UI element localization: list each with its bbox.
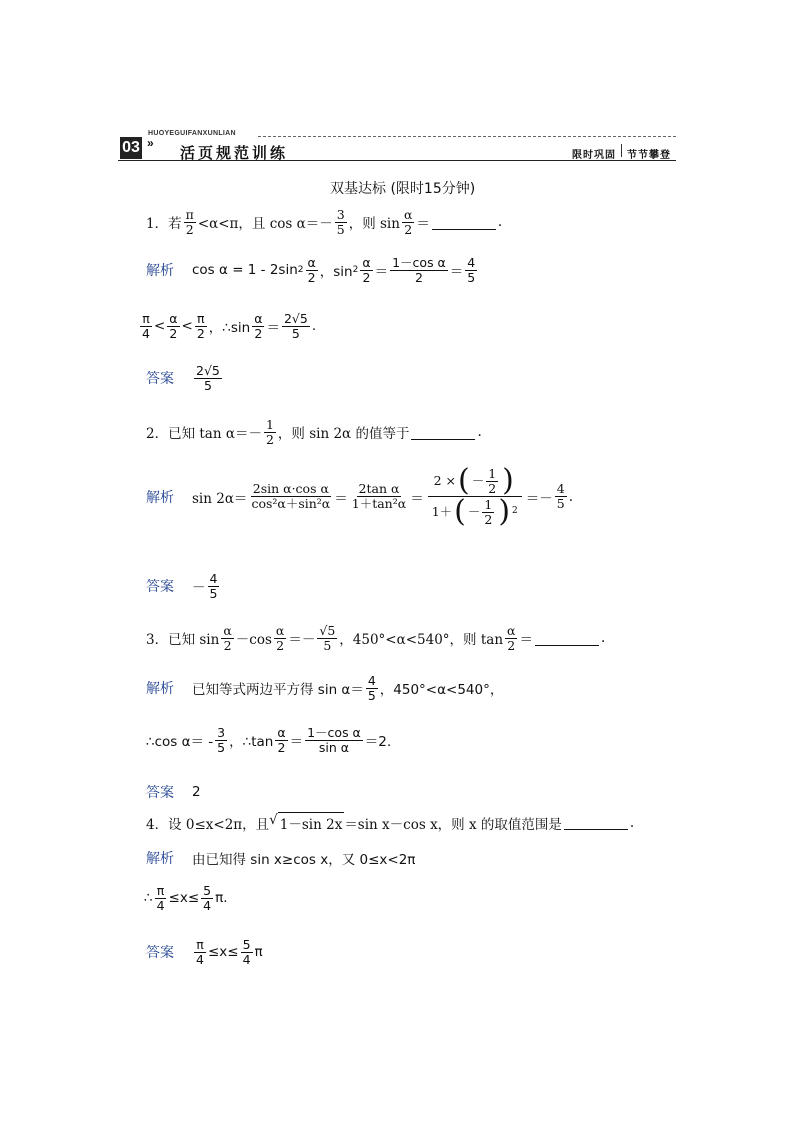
solution-3-line-1: 解析 已知等式两边平方得 sin α＝ $\frac{4}{5}$ ，450°<α<540°， [146, 673, 504, 703]
solution-label: 解析 [146, 263, 174, 280]
header-tag-a: 限时巩固 [572, 150, 616, 161]
answer-3: 答案 2 [146, 784, 201, 801]
solution-2: 解析 sin 2α＝ $\frac{\text{2sin α·cos α}}{\text{cos²α＋sin²α}}$ ＝ $\frac{\text{2tan α}}{\text{1＋tan²α}}$ ＝ 2 × ( － $\frac{1}{2}$ ) 1＋ ( － $\frac{1}{2}$ ) 2 ＝－ $\frac{4}{5}$ . [146, 463, 574, 529]
answer-4: 答案 $\frac{\pi}{4}$ ≤x≤ $\frac{5}{4}$ π [146, 937, 263, 967]
solution-label: 解析 [146, 851, 174, 867]
question-1: 1．若 $\frac{\pi}{2}$ <α<π，且 cos α＝－ $\frac{3}{5}$ ，则 sin $\frac{\alpha}{2}$ ＝ . [146, 207, 503, 237]
header-separator [621, 144, 622, 157]
question-4: 4．设 0≤x<2π，且 √ 1－sin 2x ＝sin x－cos x，则 x 的取值范围是 . [146, 812, 635, 833]
solution-4-line-2: ∴ $\frac{\pi}{4}$ ≤x≤ $\frac{5}{4}$ π. [144, 883, 228, 913]
answer-2: 答案 － $\frac{4}{5}$ [146, 571, 218, 601]
solution-1-line-2: $\frac{\pi}{4}$ < $\frac{\alpha}{2}$ < $\frac{\pi}{2}$ ，∴sin $\frac{\alpha}{2}$ ＝ $\frac{2√5}{5}$ . [142, 311, 317, 341]
header-tag-b: 节节攀登 [627, 150, 671, 161]
answer-blank [411, 425, 475, 440]
answer-label: 答案 [146, 371, 174, 388]
question-3: 3．已知 sin $\frac{\alpha}{2}$ －cos $\frac{\alpha}{2}$ ＝－ $\frac{√5}{5}$ ，450°<α<540°，则 tan $\frac{\alpha}{2}$ ＝ . [146, 623, 606, 653]
answer-1: 答案 $\frac{2√5}{5}$ [146, 363, 220, 393]
solution-label: 解析 [146, 681, 174, 698]
answer-blank [432, 215, 496, 230]
question-2: 2．已知 tan α＝－ $\frac{1}{2}$ ，则 sin 2α 的值等于 . [146, 417, 482, 447]
answer-blank [535, 631, 599, 646]
answer-blank [564, 815, 628, 830]
header-title: 活页规范训练 [180, 144, 289, 162]
section-title: 双基达标 (限时15分钟) [330, 181, 476, 197]
answer-label: 答案 [146, 785, 174, 801]
solution-1-line-1: 解析 cos α = 1 - 2sin 2 $\frac{\alpha}{2}$ ，sin 2 $\frac{\alpha}{2}$ ＝ $\frac{\text{1－cos α}}{2}$ ＝ $\frac{4}{5}$ [146, 255, 476, 285]
nested-fraction: 2 × ( － $\frac{1}{2}$ ) 1＋ ( － $\frac{1}{2}$ ) 2 [426, 466, 524, 527]
header-dotted-rule [258, 136, 676, 137]
chevron-right-icon: » [147, 136, 154, 150]
answer-label: 答案 [146, 579, 174, 596]
solution-3-line-2: ∴cos α＝ - $\frac{3}{5}$ ，∴tan $\frac{\alpha}{2}$ ＝ $\frac{\text{1－cos α}}{\text{sin α}}$ ＝2. [146, 725, 392, 755]
solution-4-line-1: 解析 由已知得 sin x≥cos x，又 0≤x<2π [146, 848, 415, 868]
square-root: √ 1－sin 2x [269, 812, 343, 833]
chapter-number-badge: 03 [120, 137, 142, 159]
solution-label: 解析 [146, 489, 174, 506]
header-pinyin: HUOYEGUIFANXUNLIAN [148, 130, 236, 137]
answer-label: 答案 [146, 945, 174, 962]
